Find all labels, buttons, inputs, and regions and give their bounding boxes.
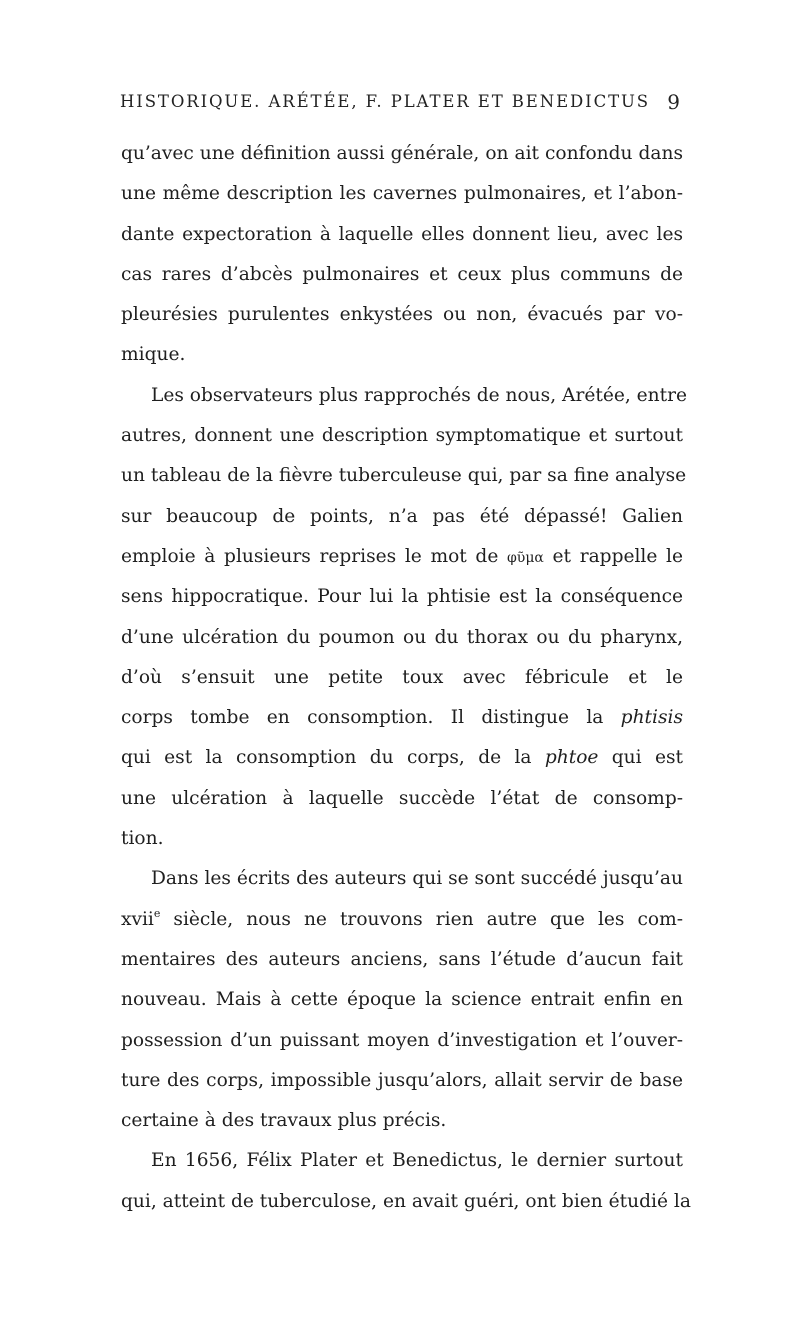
- text-line: pleurésies purulentes enkystées ou non, évacués par vo-: [121, 304, 683, 326]
- text-line: un tableau de la fièvre tuberculeuse qui, par sa fine analyse: [121, 465, 687, 487]
- text-line: certaine à des travaux plus précis.: [121, 1110, 447, 1132]
- text-line: tion.: [121, 828, 164, 850]
- text-fragment: et rappelle le: [543, 545, 683, 567]
- text-line: mique.: [121, 344, 186, 366]
- text-line: [121, 698, 683, 738]
- text-line: autres, donnent une description symptomatique et surtout: [121, 425, 683, 447]
- text-line: d’une ulcération du poumon ou du thorax ou du pharynx,: [121, 626, 683, 648]
- text-line: possession d’un puissant moyen d’investigation et l’ouver-: [121, 1029, 683, 1051]
- text-line: cas rares d’abcès pulmonaires et ceux plus communs de: [121, 263, 683, 285]
- text-fragment: xvii: [121, 908, 154, 930]
- body-text: [121, 134, 691, 1222]
- running-title: HISTORIQUE. ARÉTÉE, F. PLATER ET BENEDICTUS: [120, 92, 651, 111]
- text-fragment: corps tombe en consomption. Il distingue la: [121, 707, 621, 729]
- text-line: sur beaucoup de points, n’a pas été dépassé! Galien: [121, 505, 683, 527]
- text-line: sens hippocratique. Pour lui la phtisie est la conséquence: [121, 586, 683, 608]
- text-line: Les observateurs plus rapprochés de nous, Arétée, entre: [151, 384, 687, 406]
- page-number: 9: [667, 90, 680, 114]
- text-line: mentaires des auteurs anciens, sans l’étude d’aucun fait: [121, 948, 683, 970]
- text-line: qui, atteint de tuberculose, en avait guéri, ont bien étudié la: [121, 1190, 691, 1212]
- superscript: e: [153, 906, 161, 920]
- text-fragment: qui est: [598, 747, 683, 769]
- italic-term: phtoe: [544, 747, 599, 769]
- text-line: d’où s’ensuit une petite toux avec fébricule et le: [121, 666, 683, 688]
- text-line: [121, 900, 683, 940]
- text-line: dante expectoration à laquelle elles donnent lieu, avec les: [121, 223, 683, 245]
- text-line: [121, 537, 683, 577]
- running-head: [120, 86, 680, 118]
- text-line: ture des corps, impossible jusqu’alors, allait servir de base: [121, 1069, 683, 1091]
- greek-word: φῦμα: [507, 549, 544, 566]
- italic-term: phtisis: [620, 707, 683, 729]
- text-line: qu’avec une définition aussi générale, on ait confondu dans: [121, 143, 683, 164]
- text-line: une même description les cavernes pulmonaires, et l’abon-: [121, 183, 683, 205]
- text-fragment: siècle, nous ne trouvons rien autre que les com-: [160, 908, 683, 930]
- text-line: nouveau. Mais à cette époque la science entrait enfin en: [121, 989, 683, 1011]
- text-line: une ulcération à laquelle succède l’état de consomp-: [121, 787, 683, 809]
- text-line: En 1656, Félix Plater et Benedictus, le dernier surtout: [151, 1150, 683, 1172]
- text-fragment: qui est la consomption du corps, de la: [121, 747, 545, 769]
- text-fragment: emploie à plusieurs reprises le mot de: [121, 545, 507, 567]
- text-line: [121, 738, 683, 778]
- text-line: Dans les écrits des auteurs qui se sont succédé jusqu’au: [151, 868, 683, 890]
